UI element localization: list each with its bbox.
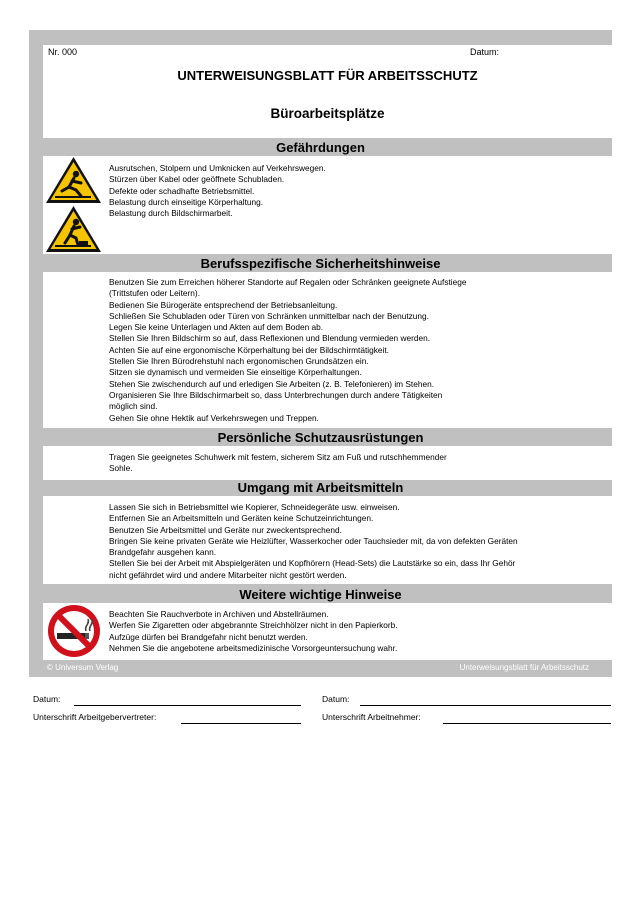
trip-warning-icon — [45, 205, 102, 258]
equipment-line: Benutzen Sie Arbeitsmittel und Geräte nur zweckentsprechend. — [109, 524, 342, 535]
hazard-line: Belastung durch Bildschirmarbeit. — [109, 208, 233, 219]
safety-line: Sitzen sie dynamisch und vermeiden Sie einseitige Körperhaltungen. — [109, 367, 362, 378]
further-line: Beachten Sie Rauchverbote in Archiven und Abstellräumen. — [109, 609, 329, 619]
hazards-text — [109, 163, 326, 219]
footer-doc-name: Unterweisungsblatt für Arbeitsschutz — [459, 663, 589, 672]
further-line: Nehmen Sie die angebotene arbeitsmedizinische Vorsorgeuntersuchung wahr. — [109, 642, 398, 653]
ppe-text — [109, 452, 447, 475]
left-date-label: Datum: — [33, 694, 61, 704]
further-box — [43, 603, 612, 660]
safety-line: Stellen Sie Ihren Bildschirm so auf, dass Reflexionen und Blendung vermieden werden. — [109, 333, 430, 344]
ppe-box — [43, 446, 612, 480]
equipment-box — [43, 496, 612, 584]
sheet-number: Nr. 000 — [48, 47, 78, 57]
safety-line: (Trittstufen oder Leitern). — [109, 288, 200, 299]
equipment-line: Brandgefahr ausgehen kann. — [109, 547, 217, 558]
ppe-heading: Persönliche Schutzausrüstungen — [217, 430, 424, 445]
left-signature-label: Unterschrift Arbeitgebervertreter: — [33, 712, 157, 722]
right-signature-line[interactable] — [443, 723, 611, 724]
slip-warning-icon — [45, 156, 102, 209]
ppe-line: Tragen Sie geeignetes Schuhwerk mit festem, sicherem Sitz am Fuß und rutschhemmender — [109, 452, 447, 462]
equipment-line: Stellen Sie bei der Arbeit mit Abspielgeräten und Kopfhörern (Head-Sets) die Lautstärke so ein, dass Ihr Gehör — [109, 558, 516, 569]
sheet-title: UNTERWEISUNGSBLATT FÜR ARBEITSSCHUTZ — [177, 68, 478, 83]
safety-line: Organisieren Sie Ihre Bildschirmarbeit so, dass Unterbrechungen durch andere Tätigkeiten — [109, 389, 443, 400]
equipment-line: nicht gefährdet wird und andere Mitarbeiter nicht gestört werden. — [109, 569, 347, 580]
hazards-heading: Gefährdungen — [276, 140, 365, 155]
right-date-label: Datum: — [322, 694, 350, 704]
hazards-box — [43, 156, 612, 254]
left-signature-line[interactable] — [181, 723, 301, 724]
safety-line: Stehen Sie zwischendurch auf und erledigen Sie Arbeiten (z. B. Telefonieren) im Stehen. — [109, 378, 435, 389]
safety-line: Achten Sie auf eine ergonomische Körperhaltung bei der Bildschirmtätigkeit. — [109, 344, 389, 355]
equipment-heading: Umgang mit Arbeitsmitteln — [237, 480, 404, 495]
hazard-line: Defekte oder schadhafte Betriebsmittel. — [109, 185, 255, 196]
footer-publisher: © Universum Verlag — [47, 663, 119, 672]
further-line: Aufzüge dürfen bei Brandgefahr nicht benutzt werden. — [109, 631, 308, 642]
right-signature-label: Unterschrift Arbeitnehmer: — [322, 712, 421, 722]
safety-line: Schließen Sie Schubladen oder Türen von Schränken unmittelbar nach der Benutzung. — [109, 310, 429, 321]
hazard-line: Belastung durch einseitige Körperhaltung. — [109, 196, 264, 207]
safety-heading: Berufsspezifische Sicherheitshinweise — [200, 256, 441, 271]
header-box — [43, 45, 612, 138]
hazard-line: Ausrutschen, Stolpern und Umknicken auf Verkehrswegen. — [109, 163, 326, 173]
no-smoking-icon — [46, 603, 102, 664]
sheet-subtitle: Büroarbeitsplätze — [270, 106, 385, 121]
safety-box — [43, 272, 612, 428]
safety-text — [109, 277, 466, 424]
header-date-label: Datum: — [470, 47, 500, 57]
safety-line: Benutzen Sie zum Erreichen höherer Standorte auf Regalen oder Schränken geeignete Aufstiege — [109, 277, 467, 287]
equipment-text — [109, 502, 518, 581]
further-heading: Weitere wichtige Hinweise — [239, 587, 402, 602]
safety-line: Legen Sie keine Unterlagen und Akten auf dem Boden ab. — [109, 322, 324, 333]
instruction-sheet — [29, 30, 612, 677]
hazard-line: Stürzen über Kabel oder geöffnete Schubladen. — [109, 174, 285, 185]
safety-line: Bedienen Sie Bürogeräte entsprechend der Betriebsanleitung. — [109, 299, 338, 310]
further-line: Werfen Sie Zigaretten oder abgebrannte Streichhölzer nicht in den Papierkorb. — [109, 620, 398, 631]
safety-line: Stellen Sie Ihren Bürodrehstuhl nach ergonomischen Grundsätzen ein. — [109, 356, 369, 367]
further-text — [109, 609, 398, 654]
safety-line: möglich sind. — [109, 401, 158, 412]
right-date-line[interactable] — [360, 705, 611, 706]
equipment-line: Bringen Sie keine privaten Geräte wie Heizlüfter, Wasserkocher oder Tauchsieder mit, da von defekten Geräten — [109, 535, 518, 546]
equipment-line: Lassen Sie sich in Betriebsmittel wie Kopierer, Schneidegeräte usw. einweisen. — [109, 502, 400, 512]
equipment-line: Entfernen Sie an Arbeitsmitteln und Geräten keine Schutzeinrichtungen. — [109, 513, 374, 524]
ppe-line: Sohle. — [109, 463, 133, 474]
left-date-line[interactable] — [74, 705, 301, 706]
safety-line: Gehen Sie ohne Hektik auf Verkehrswegen und Treppen. — [109, 412, 319, 423]
